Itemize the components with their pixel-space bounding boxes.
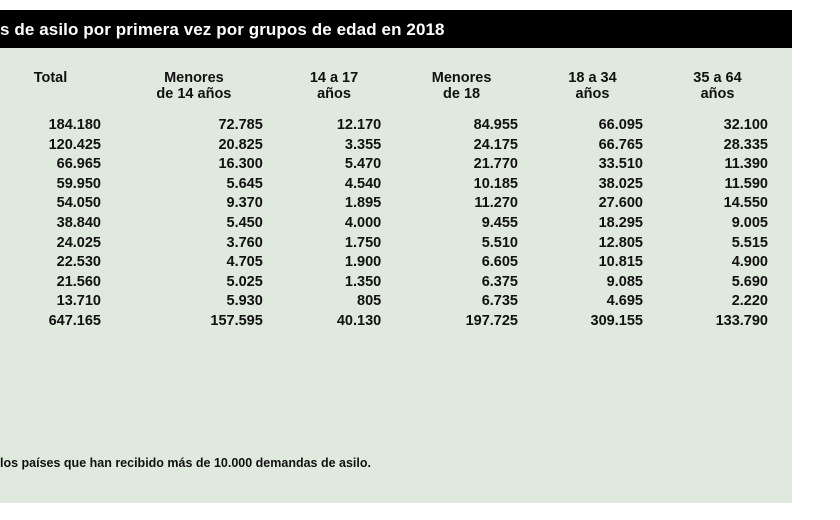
- table-spacer-row: [0, 102, 792, 116]
- cell-35-64: 9.005: [731, 214, 768, 231]
- cell-menores-18: 6.735: [481, 293, 518, 310]
- total-cell-menores-18: 197.725: [465, 312, 518, 329]
- total-cell-35-64: 133.790: [715, 312, 768, 329]
- table-row: [0, 175, 792, 195]
- cell-18-34: 66.095: [598, 117, 643, 133]
- cell-18-34: 12.805: [598, 234, 643, 251]
- cell-total: 54.050: [56, 195, 101, 212]
- cell-14-17: 3.355: [344, 136, 382, 153]
- cell-14-17: 4.540: [344, 175, 382, 192]
- column-header-total: [0, 70, 125, 102]
- cell-menores-14: 72.785: [218, 117, 263, 133]
- cell-14-17: 12.170: [336, 117, 382, 133]
- total-cell-14-17: 40.130: [336, 312, 382, 329]
- cell-menores-14: 5.450: [226, 214, 263, 231]
- page-bottom-margin: [0, 503, 840, 520]
- cell-menores-18: 11.270: [474, 195, 518, 212]
- cell-35-64: 32.100: [723, 117, 768, 133]
- total-cell-menores-14: 157.595: [210, 312, 263, 329]
- asylum-age-groups-table: [0, 70, 792, 332]
- data-table-container: [0, 48, 792, 503]
- table-row: [0, 253, 792, 273]
- column-header-14-17-line2: años: [317, 86, 351, 102]
- table-row: [0, 273, 792, 293]
- total-cell-18-34: 309.155: [590, 312, 643, 329]
- page-title: s de asilo por primera vez por grupos de edad en 2018: [0, 19, 445, 39]
- column-header-18-34: [542, 70, 667, 102]
- cell-menores-18: 9.455: [481, 214, 518, 231]
- cell-menores-18: 24.175: [473, 136, 518, 153]
- cell-menores-18: 84.955: [473, 117, 518, 133]
- table-total-row: [0, 312, 792, 332]
- column-header-menores-14-line2: de 14 años: [156, 86, 232, 102]
- title-bar: [0, 10, 792, 48]
- table-row: [0, 194, 792, 214]
- cell-35-64: 14.550: [723, 195, 768, 212]
- column-header-35-64-line2: años: [700, 86, 735, 102]
- cell-18-34: 27.600: [598, 195, 643, 212]
- cell-14-17: 805: [357, 293, 382, 310]
- cell-18-34: 33.510: [598, 156, 643, 173]
- cell-35-64: 5.515: [731, 234, 768, 251]
- cell-menores-14: 5.645: [226, 175, 263, 192]
- column-header-14-17-line1: 14 a 17: [309, 70, 359, 86]
- column-header-menores-18: [405, 70, 542, 102]
- column-header-35-64-line1: 35 a 64: [693, 70, 742, 86]
- table-row: [0, 136, 792, 156]
- cell-14-17: 1.900: [344, 254, 382, 271]
- cell-35-64: 11.590: [724, 175, 768, 192]
- cell-total: 66.965: [56, 156, 101, 173]
- page-right-margin: [792, 0, 840, 520]
- total-cell-total: 647.165: [48, 312, 101, 329]
- cell-menores-14: 5.025: [226, 273, 263, 290]
- column-header-menores-18-line1: Menores: [431, 70, 492, 86]
- cell-total: 184.180: [48, 117, 101, 133]
- cell-18-34: 9.085: [606, 273, 643, 290]
- cell-14-17: 1.895: [344, 195, 382, 212]
- column-header-menores-14-line1: Menores: [164, 70, 224, 86]
- cell-18-34: 66.765: [598, 136, 643, 153]
- cell-menores-14: 3.760: [226, 234, 263, 251]
- cell-18-34: 10.815: [598, 254, 643, 271]
- cell-18-34: 4.695: [606, 293, 643, 310]
- cell-14-17: 1.750: [344, 234, 382, 251]
- cell-total: 13.710: [56, 293, 101, 310]
- cell-menores-18: 5.510: [481, 234, 518, 251]
- cell-35-64: 11.390: [724, 156, 768, 173]
- table-header: [0, 70, 792, 102]
- cell-total: 24.025: [56, 234, 101, 251]
- cell-18-34: 38.025: [598, 175, 643, 192]
- table-footnote: los países que han recibido más de 10.000 demandas de asilo.: [0, 456, 371, 470]
- cell-total: 59.950: [56, 175, 101, 192]
- column-header-total-line1: Total: [33, 70, 68, 86]
- table-row: [0, 116, 792, 136]
- cell-14-17: 1.350: [344, 273, 382, 290]
- cell-35-64: 2.220: [731, 293, 768, 310]
- column-header-18-34-line2: años: [575, 86, 610, 102]
- column-header-menores-14: [125, 70, 287, 102]
- cell-total: 22.530: [56, 254, 101, 271]
- cell-menores-18: 6.375: [481, 273, 518, 290]
- table-row: [0, 214, 792, 234]
- cell-35-64: 4.900: [731, 254, 768, 271]
- cell-14-17: 4.000: [344, 214, 382, 231]
- cell-18-34: 18.295: [598, 214, 643, 231]
- table-row: [0, 292, 792, 312]
- cell-35-64: 5.690: [731, 273, 768, 290]
- cell-menores-18: 6.605: [481, 254, 518, 271]
- cell-35-64: 28.335: [723, 136, 768, 153]
- column-header-14-17: [287, 70, 405, 102]
- table-row: [0, 234, 792, 254]
- cell-total: 120.425: [48, 136, 101, 153]
- cell-menores-14: 9.370: [226, 195, 263, 212]
- table-body: [0, 102, 792, 332]
- column-header-menores-18-line2: de 18: [443, 86, 481, 102]
- cell-menores-18: 21.770: [473, 156, 518, 173]
- cell-menores-14: 20.825: [218, 136, 263, 153]
- column-header-35-64: [667, 70, 792, 102]
- cell-14-17: 5.470: [344, 156, 382, 173]
- cell-total: 38.840: [56, 214, 101, 231]
- cell-total: 21.560: [56, 273, 101, 290]
- table-row: [0, 155, 792, 175]
- cell-menores-14: 16.300: [218, 156, 263, 173]
- cell-menores-14: 4.705: [226, 254, 263, 271]
- table-header-row: [0, 70, 792, 102]
- column-header-18-34-line1: 18 a 34: [568, 70, 617, 86]
- cell-menores-18: 10.185: [473, 175, 518, 192]
- cell-menores-14: 5.930: [226, 293, 263, 310]
